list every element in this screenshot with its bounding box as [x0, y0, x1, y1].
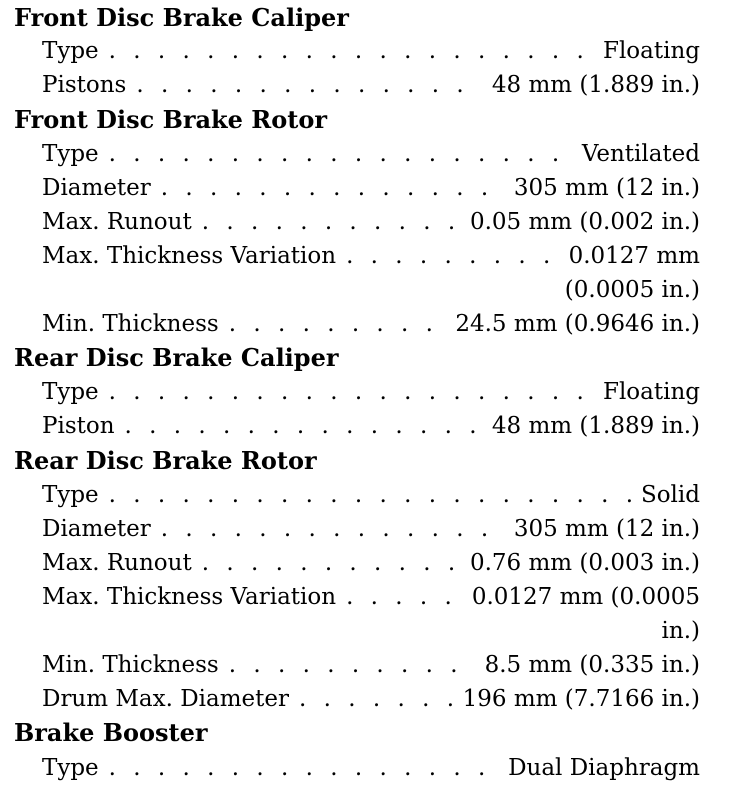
spec-row — [42, 548, 700, 578]
dot-leader — [202, 548, 460, 578]
dot-leader — [109, 377, 593, 407]
dot-leader — [202, 207, 460, 237]
spec-value: 8.5 mm (0.335 in.) — [484, 652, 700, 678]
dot-leader — [346, 582, 462, 612]
spec-label: Drum Max. Diameter — [42, 686, 290, 712]
spec-value: 305 mm (12 in.) — [513, 516, 700, 542]
spec-label: Max. Thickness Variation — [42, 584, 337, 610]
section-title: Rear Disc Brake Rotor — [14, 446, 317, 475]
spec-value-continuation: in.) — [661, 618, 700, 644]
spec-label: Type — [42, 379, 99, 405]
spec-row — [42, 173, 700, 203]
dot-leader — [299, 684, 453, 714]
spec-row — [42, 70, 700, 100]
spec-label: Type — [42, 141, 99, 167]
section-title: Brake Booster — [14, 718, 208, 747]
spec-value: 0.05 mm (0.002 in.) — [469, 209, 700, 235]
spec-label: Piston — [42, 413, 115, 439]
spec-value: 305 mm (12 in.) — [513, 175, 700, 201]
spec-row — [42, 139, 700, 169]
dot-leader — [161, 173, 504, 203]
dot-leader — [125, 411, 482, 441]
spec-row — [42, 411, 700, 441]
spec-label: Min. Thickness — [42, 652, 219, 678]
spec-label: Min. Thickness — [42, 311, 219, 337]
section-title: Front Disc Brake Rotor — [14, 105, 327, 134]
spec-value-continuation: (0.0005 in.) — [564, 277, 700, 303]
spec-value: Floating — [602, 38, 700, 64]
spec-value: 0.0127 mm (0.0005 — [471, 584, 700, 610]
spec-row — [42, 684, 700, 714]
spec-label: Type — [42, 482, 99, 508]
spec-label: Type — [42, 755, 99, 781]
dot-leader — [109, 139, 572, 169]
spec-value: 48 mm (1.889 in.) — [491, 413, 700, 439]
spec-row — [42, 309, 700, 339]
spec-row — [42, 753, 700, 783]
spec-label: Max. Runout — [42, 550, 192, 576]
spec-value: 0.76 mm (0.003 in.) — [469, 550, 700, 576]
spec-row — [42, 241, 700, 271]
spec-row — [42, 650, 700, 680]
spec-row — [42, 582, 700, 612]
spec-label: Diameter — [42, 175, 151, 201]
spec-row — [42, 36, 700, 66]
dot-leader — [229, 650, 475, 680]
section-title: Rear Disc Brake Caliper — [14, 343, 339, 372]
dot-leader — [109, 753, 498, 783]
spec-value: Dual Diaphragm — [508, 755, 700, 781]
dot-leader — [229, 309, 446, 339]
dot-leader — [161, 514, 504, 544]
spec-value: Solid — [640, 482, 700, 508]
spec-value: Ventilated — [581, 141, 700, 167]
spec-value: 24.5 mm (0.9646 in.) — [455, 311, 700, 337]
spec-value: 48 mm (1.889 in.) — [491, 72, 700, 98]
spec-row — [42, 207, 700, 237]
dot-leader — [136, 70, 482, 100]
spec-label: Diameter — [42, 516, 151, 542]
dot-leader — [346, 241, 559, 271]
spec-label: Pistons — [42, 72, 127, 98]
spec-row — [42, 377, 700, 407]
spec-row — [42, 480, 700, 510]
spec-value: 0.0127 mm — [568, 243, 700, 269]
spec-value: Floating — [602, 379, 700, 405]
spec-row — [42, 514, 700, 544]
spec-label: Type — [42, 38, 99, 64]
dot-leader — [109, 36, 593, 66]
spec-label: Max. Thickness Variation — [42, 243, 337, 269]
spec-value: 196 mm (7.7166 in.) — [462, 686, 700, 712]
spec-label: Max. Runout — [42, 209, 192, 235]
dot-leader — [109, 480, 631, 510]
section-title: Front Disc Brake Caliper — [14, 3, 349, 32]
